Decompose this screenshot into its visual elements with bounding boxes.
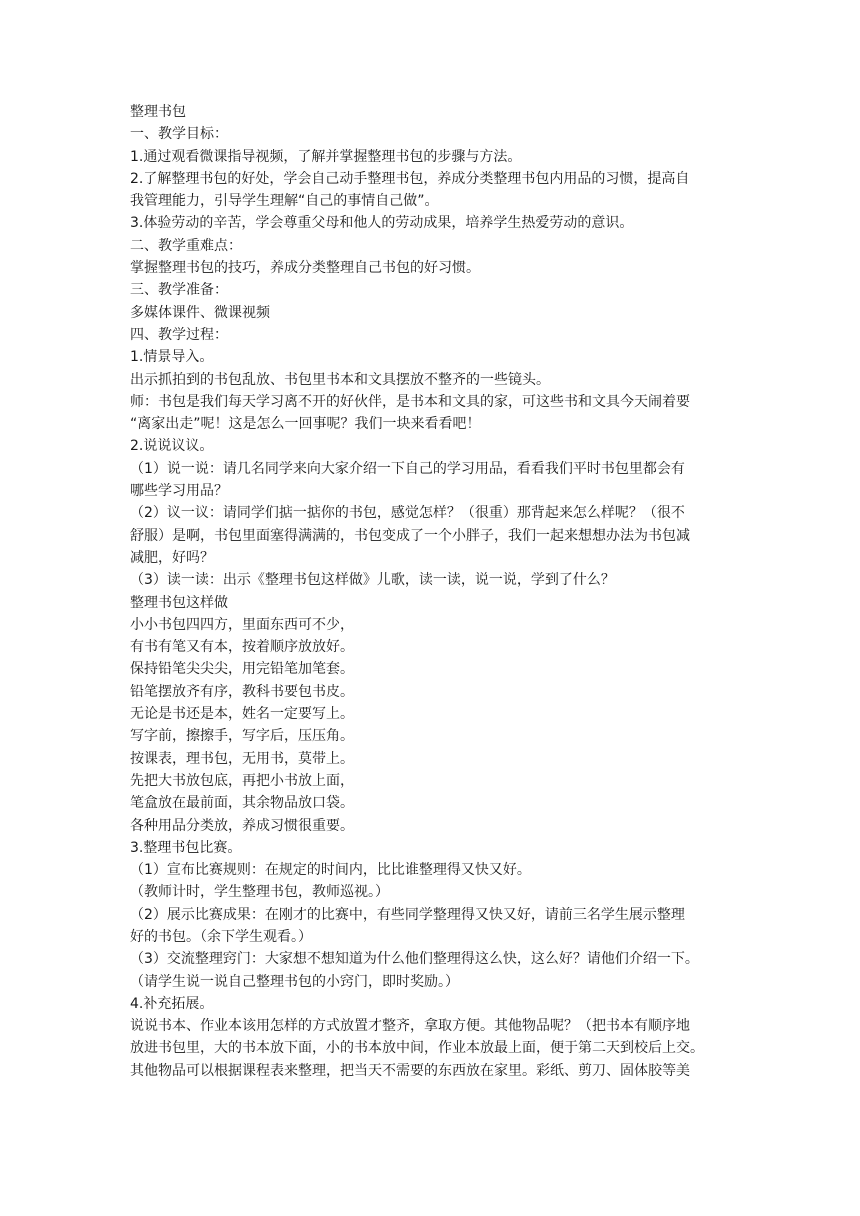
text-line: 2.说说议议。 xyxy=(130,438,214,455)
text-line: 整理书包这样做 xyxy=(130,594,228,611)
text-line: （教师计时，学生整理书包，教师巡视。） xyxy=(130,884,389,901)
text-line: 先把大书放包底，再把小书放上面， xyxy=(130,772,354,789)
text-line: 出示抓拍到的书包乱放、书包里书本和文具摆放不整齐的一些镜头。 xyxy=(130,371,550,388)
text-line: 1.情景导入。 xyxy=(130,349,214,366)
text-line: 说说书本、作业本该用怎样的方式放置才整齐，拿取方便。其他物品呢？（把书本有顺序地 xyxy=(130,1018,690,1035)
text-line: 其他物品可以根据课程表来整理，把当天不需要的东西放在家里。彩纸、剪刀、固体胶等美 xyxy=(130,1062,690,1079)
text-line: 减肥，好吗？ xyxy=(130,549,214,566)
text-line: 师：书包是我们每天学习离不开的好伙伴，是书本和文具的家，可这些书和文具今天闹着要 xyxy=(130,393,690,410)
text-line: 小小书包四四方，里面东西可不少， xyxy=(130,616,354,633)
text-line: 二、教学重难点： xyxy=(130,237,242,254)
text-line: 按课表，理书包，无用书，莫带上。 xyxy=(130,750,354,767)
text-line: 各种用品分类放，养成习惯很重要。 xyxy=(130,817,354,834)
text-line: （1）宣布比赛规则：在规定的时间内，比比谁整理得又快又好。 xyxy=(130,862,531,879)
text-line: （3）交流整理窍门：大家想不想知道为什么他们整理得这么快，这么好？请他们介绍一下。 xyxy=(130,951,699,968)
text-line: “离家出走”呢！这是怎么一回事呢？我们一块来看看吧！ xyxy=(130,416,481,433)
text-line: 好的书包。（余下学生观看。） xyxy=(130,928,312,945)
text-line: 三、教学准备： xyxy=(130,282,228,299)
text-line: 3.整理书包比赛。 xyxy=(130,839,242,856)
text-line: 2.了解整理书包的好处，学会自己动手整理书包，养成分类整理书包内用品的习惯，提高自 xyxy=(130,170,690,187)
text-line: （3）读一读：出示《整理书包这样做》儿歌，读一读，说一说，学到了什么？ xyxy=(130,572,615,589)
text-line: 四、教学过程： xyxy=(130,326,228,343)
text-line: （2）展示比赛成果：在刚才的比赛中，有些同学整理得又快又好，请前三名学生展示整理 xyxy=(130,906,685,923)
text-line: 多媒体课件、微课视频 xyxy=(130,304,270,321)
text-line: 4.补充拓展。 xyxy=(130,995,214,1012)
text-line: 保持铅笔尖尖尖，用完铅笔加笔套。 xyxy=(130,661,354,678)
text-line: 一、教学目标： xyxy=(130,126,228,143)
text-line: 我管理能力，引导学生理解“自己的事情自己做”。 xyxy=(130,193,439,210)
text-line: 无论是书还是本，姓名一定要写上。 xyxy=(130,706,354,723)
text-line: 笔盒放在最前面，其余物品放口袋。 xyxy=(130,795,354,812)
text-line: 放进书包里，大的书本放下面，小的书本放中间，作业本放最上面，便于第二天到校后上交。 xyxy=(130,1040,704,1057)
document-body xyxy=(130,101,740,1082)
text-line: 舒服）是啊，书包里面塞得满满的，书包变成了一个小胖子，我们一起来想想办法为书包减 xyxy=(130,527,690,544)
document-title: 整理书包 xyxy=(130,104,186,120)
text-line: 3.体验劳动的辛苦，学会尊重父母和他人的劳动成果，培养学生热爱劳动的意识。 xyxy=(130,215,634,232)
text-line: 写字前，擦擦手，写字后，压压角。 xyxy=(130,728,354,745)
text-line: 铅笔摆放齐有序，教科书要包书皮。 xyxy=(130,683,354,700)
text-line: 掌握整理书包的技巧，养成分类整理自己书包的好习惯。 xyxy=(130,260,480,277)
text-line: 有书有笔又有本，按着顺序放放好。 xyxy=(130,639,354,656)
text-line: （2）议一议：请同学们掂一掂你的书包，感觉怎样？（很重）那背起来怎么样呢？（很不 xyxy=(130,505,685,522)
text-line: （1）说一说：请几名同学来向大家介绍一下自己的学习用品，看看我们平时书包里都会有 xyxy=(130,460,685,477)
text-line: 哪些学习用品？ xyxy=(130,483,228,500)
text-line: 1.通过观看微课指导视频，了解并掌握整理书包的步骤与方法。 xyxy=(130,148,522,165)
text-line: （请学生说一说自己整理书包的小窍门，即时奖励。） xyxy=(130,973,459,990)
